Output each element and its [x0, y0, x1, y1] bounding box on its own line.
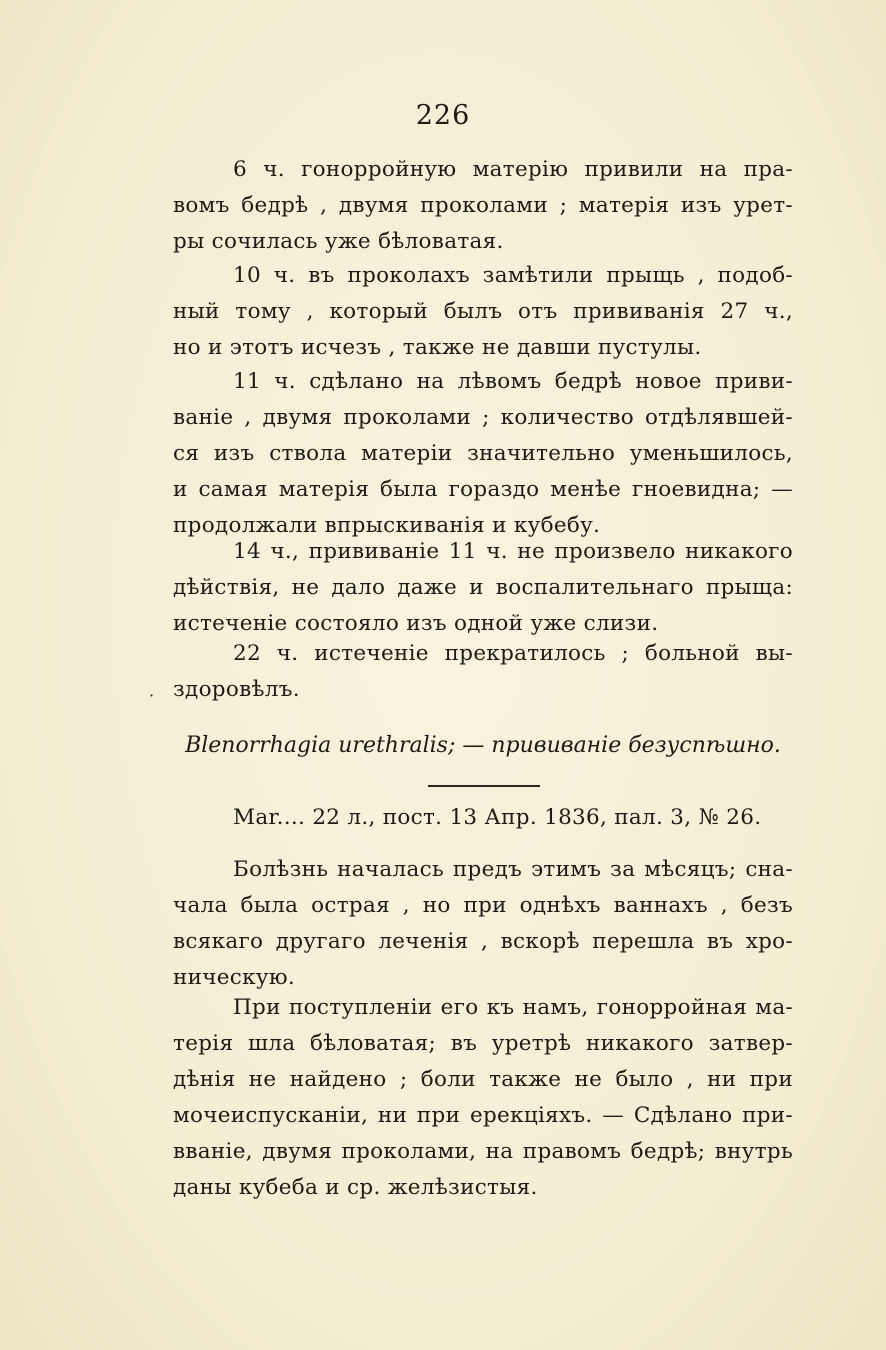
paragraph-5 [173, 636, 793, 708]
section-rule [428, 785, 540, 787]
case-info [173, 800, 793, 836]
paragraph-3 [173, 364, 793, 544]
text-line: всякаго другаго леченія , вскорѣ перешла въ хро- [173, 929, 793, 954]
text-line: 14 ч., прививаніе 11 ч. не произвело никакого [233, 539, 793, 564]
text-line: дѣнія не найдено ; боли также не было , ни при [173, 1067, 793, 1092]
text-line: вваніе, двумя проколами, на правомъ бедрѣ; внутрь [173, 1139, 793, 1164]
text-line: вомъ бедрѣ , двумя проколами ; матерія изъ урет- [173, 193, 793, 218]
text-line: ся изъ ствола матеріи значительно уменьшилось, [173, 441, 793, 466]
text-line: ваніе , двумя проколами ; количество отдѣлявшей- [173, 405, 793, 430]
paragraph-2 [173, 258, 793, 366]
text-line: 10 ч. въ проколахъ замѣтили прыщь , подоб- [233, 263, 793, 288]
text-line: 22 ч. истеченіе прекратилось ; больной вы- [233, 641, 793, 666]
text-line: истеченіе состояло изъ одной уже слизи. [173, 611, 659, 636]
paragraph-6 [173, 852, 793, 996]
text-line: здоровѣлъ. [173, 677, 300, 702]
text-line: При поступленіи его къ намъ, гонорройная ма- [233, 995, 793, 1020]
paragraph-1 [173, 152, 793, 260]
text-line: даны кубеба и ср. желѣзистыя. [173, 1175, 538, 1200]
case-line: Mar.... 22 л., пост. 13 Апр. 1836, пал. 3, № 26. [233, 805, 762, 830]
text-line: чала была острая , но при однѣхъ ваннахъ , безъ [173, 893, 793, 918]
text-line: продолжали впрыскиванія и кубебу. [173, 513, 601, 538]
text-line: мочеиспусканіи, ни при ерекціяхъ. — Сдѣлано при- [173, 1103, 793, 1128]
text-line: ры сочилась уже бѣловатая. [173, 229, 504, 254]
text-line: терія шла бѣловатая; въ уретрѣ никакого затвер- [173, 1031, 793, 1056]
paragraph-4 [173, 534, 793, 642]
text-line: Болѣзнь началась предъ этимъ за мѣсяцъ; сна- [233, 857, 793, 882]
margin-dot: · [149, 686, 155, 705]
text-line: дѣйствія, не дало даже и воспалительнаго прыща: [173, 575, 793, 600]
text-line: но и этотъ исчезъ , также не давши пустулы. [173, 335, 702, 360]
paragraph-7 [173, 990, 793, 1206]
text-line: ный тому , который былъ отъ прививанія 27 ч., [173, 299, 793, 324]
page-number: 226 [415, 100, 471, 131]
text-line: 11 ч. сдѣлано на лѣвомъ бедрѣ новое приви- [233, 369, 793, 394]
text-line: 6 ч. гонорройную матерію привили на пра- [233, 157, 793, 182]
text-line: и самая матерія была гораздо менѣе гноевидна; — [173, 477, 793, 502]
case-heading: Blenorrhagia urethralis; — прививаніе безуспѣшно. [185, 733, 781, 758]
text-line: ническую. [173, 965, 295, 990]
